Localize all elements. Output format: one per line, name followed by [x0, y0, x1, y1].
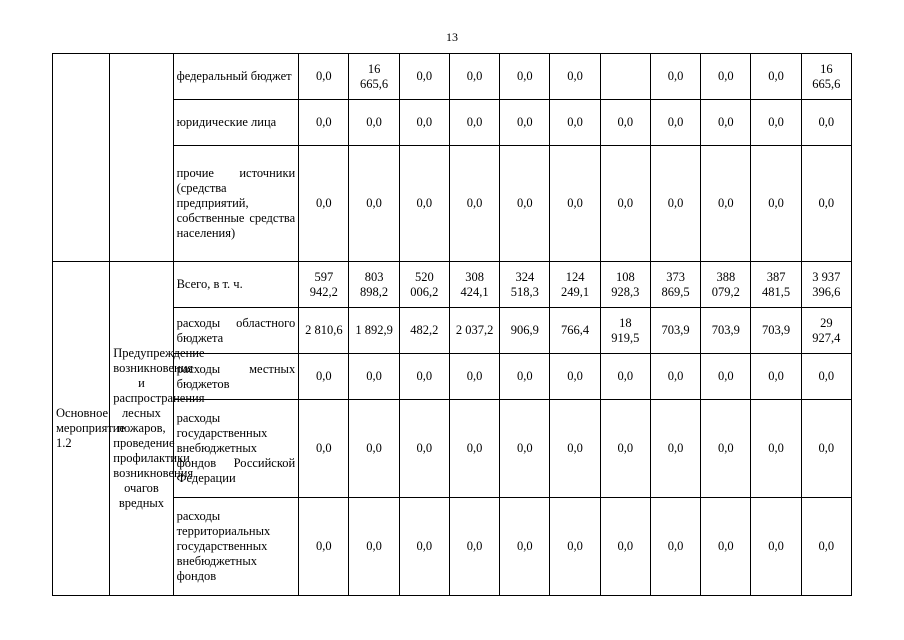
table-row	[53, 54, 852, 100]
total-cell: 0,0	[801, 498, 851, 596]
value-cell: 0,0	[701, 100, 751, 146]
value-cell: 0,0	[600, 498, 650, 596]
value-cell: 0,0	[751, 400, 801, 498]
value-cell: 0,0	[650, 54, 700, 100]
value-cell: 0,0	[650, 354, 700, 400]
total-cell: 16 665,6	[801, 54, 851, 100]
value-cell: 0,0	[550, 498, 600, 596]
value-cell: 0,0	[299, 498, 349, 596]
funding-source-cell: расходы территориальных государственных внебюджетных фондов	[173, 498, 299, 596]
value-cell: 0,0	[600, 100, 650, 146]
value-cell: 0,0	[399, 400, 449, 498]
value-cell: 0,0	[650, 146, 700, 262]
table-row	[53, 146, 852, 262]
value-cell: 0,0	[399, 54, 449, 100]
value-cell: 703,9	[751, 308, 801, 354]
funding-source-cell: Всего, в т. ч.	[173, 262, 299, 308]
value-cell: 482,2	[399, 308, 449, 354]
total-cell: 3 937 396,6	[801, 262, 851, 308]
value-cell: 0,0	[349, 146, 399, 262]
value-cell: 0,0	[299, 146, 349, 262]
value-cell: 0,0	[299, 354, 349, 400]
value-cell: 597 942,2	[299, 262, 349, 308]
value-cell: 0,0	[349, 400, 399, 498]
value-cell: 0,0	[701, 146, 751, 262]
value-cell: 0,0	[751, 146, 801, 262]
table-row	[53, 498, 852, 596]
funding-source-cell: федеральный бюджет	[173, 54, 299, 100]
value-cell: 0,0	[449, 100, 499, 146]
value-cell: 520 006,2	[399, 262, 449, 308]
value-cell: 308 424,1	[449, 262, 499, 308]
table-row	[53, 262, 852, 308]
value-cell: 0,0	[500, 100, 550, 146]
value-cell: 108 928,3	[600, 262, 650, 308]
funding-source-cell: расходы государственных внебюджетных фондов Российской Федерации	[173, 400, 299, 498]
value-cell: 0,0	[399, 146, 449, 262]
value-cell: 0,0	[500, 400, 550, 498]
value-cell: 324 518,3	[500, 262, 550, 308]
value-cell: 0,0	[701, 54, 751, 100]
value-cell: 0,0	[701, 498, 751, 596]
value-cell: 16 665,6	[349, 54, 399, 100]
value-cell: 0,0	[299, 400, 349, 498]
total-cell: 0,0	[801, 100, 851, 146]
value-cell: 0,0	[701, 354, 751, 400]
value-cell: 0,0	[500, 146, 550, 262]
value-cell: 0,0	[399, 100, 449, 146]
value-cell: 0,0	[600, 400, 650, 498]
value-cell: 0,0	[550, 400, 600, 498]
value-cell: 0,0	[500, 498, 550, 596]
activity-name-cell: Предупреждение возникновения и распространения лесных пожаров, проведение профилактики возникновения очагов вредных	[110, 262, 173, 596]
total-cell: 0,0	[801, 146, 851, 262]
value-cell: 0,0	[449, 354, 499, 400]
value-cell: 0,0	[650, 100, 700, 146]
value-cell: 387 481,5	[751, 262, 801, 308]
value-cell: 2 037,2	[449, 308, 499, 354]
value-cell: 0,0	[299, 100, 349, 146]
value-cell: 0,0	[751, 354, 801, 400]
activity-label-cell-continued	[53, 54, 110, 262]
value-cell: 18 919,5	[600, 308, 650, 354]
value-cell: 0,0	[751, 54, 801, 100]
table-row	[53, 100, 852, 146]
budget-table	[52, 53, 852, 596]
value-cell: 0,0	[600, 354, 650, 400]
value-cell: 703,9	[650, 308, 700, 354]
value-cell: 373 869,5	[650, 262, 700, 308]
activity-name-cell-continued	[110, 54, 173, 262]
value-cell: 0,0	[349, 498, 399, 596]
total-cell: 29 927,4	[801, 308, 851, 354]
value-cell: 0,0	[701, 400, 751, 498]
funding-source-cell: расходы областного бюджета	[173, 308, 299, 354]
value-cell: 0,0	[299, 54, 349, 100]
value-cell: 0,0	[500, 354, 550, 400]
total-cell: 0,0	[801, 354, 851, 400]
value-cell: 0,0	[550, 146, 600, 262]
value-cell: 0,0	[449, 498, 499, 596]
activity-label-cell: Основное мероприятие 1.2	[53, 262, 110, 596]
value-cell: 0,0	[650, 498, 700, 596]
funding-source-cell: расходы местных бюджетов	[173, 354, 299, 400]
value-cell: 0,0	[751, 100, 801, 146]
value-cell: 1 892,9	[349, 308, 399, 354]
value-cell: 0,0	[449, 400, 499, 498]
value-cell: 906,9	[500, 308, 550, 354]
value-cell: 0,0	[500, 54, 550, 100]
value-cell: 0,0	[399, 354, 449, 400]
value-cell: 0,0	[399, 498, 449, 596]
value-cell: 124 249,1	[550, 262, 600, 308]
value-cell: 2 810,6	[299, 308, 349, 354]
value-cell: 0,0	[751, 498, 801, 596]
page-number: 13	[446, 30, 458, 44]
value-cell: 0,0	[349, 354, 399, 400]
value-cell: 0,0	[600, 146, 650, 262]
value-cell: 803 898,2	[349, 262, 399, 308]
value-cell: 0,0	[449, 146, 499, 262]
value-cell: 0,0	[550, 354, 600, 400]
funding-source-cell: юридические лица	[173, 100, 299, 146]
value-cell: 0,0	[349, 100, 399, 146]
value-cell: 0,0	[449, 54, 499, 100]
value-cell: 388 079,2	[701, 262, 751, 308]
value-cell	[600, 54, 650, 100]
value-cell: 0,0	[550, 100, 600, 146]
funding-source-cell: прочие источники (средства предприятий, собственные средства населения)	[173, 146, 299, 262]
value-cell: 0,0	[550, 54, 600, 100]
total-cell: 0,0	[801, 400, 851, 498]
value-cell: 766,4	[550, 308, 600, 354]
value-cell: 703,9	[701, 308, 751, 354]
value-cell: 0,0	[650, 400, 700, 498]
